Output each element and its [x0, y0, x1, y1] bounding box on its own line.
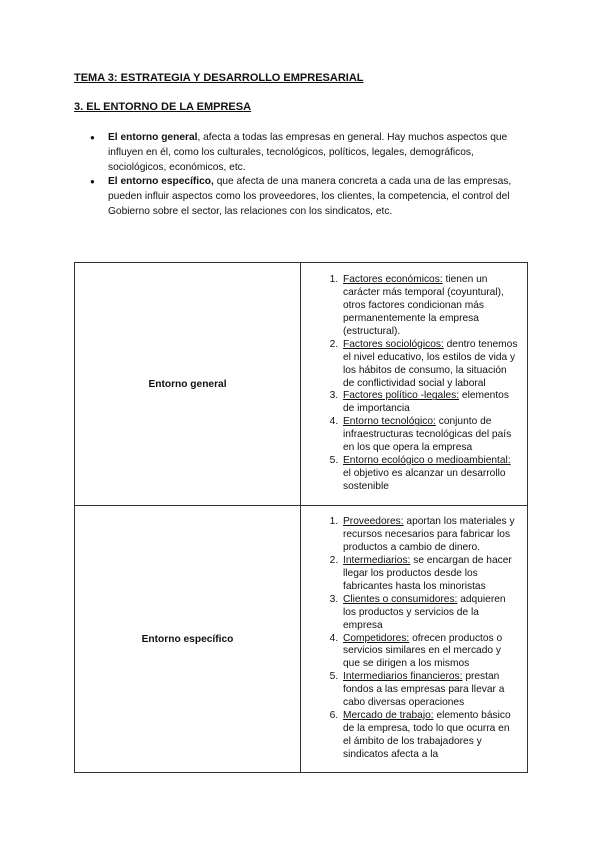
item-text: elementos de importancia	[343, 390, 509, 415]
item-text: elemento básico de la empresa, todo lo que ocurra en el ámbito de los trabajadores y sindicatos afecta a la	[343, 709, 511, 760]
item-term: Factores político -legales:	[343, 390, 460, 402]
item-term: Factores sociológicos:	[343, 338, 444, 350]
table-row	[75, 263, 528, 506]
item-term: Clientes o consumidores:	[343, 593, 458, 605]
factor-list	[301, 270, 527, 497]
list-item	[341, 455, 519, 494]
bullet-term: El entorno general	[108, 132, 198, 143]
item-term: Intermediarios financieros:	[343, 671, 463, 683]
factor-list	[301, 512, 527, 765]
list-item	[341, 274, 519, 339]
bullet-text: , afecta a todas las empresas en general. Hay muchos aspectos que influyen en él, como los culturales, tecnológicos, políticos, legales, demográficos, sociológicos, económicos, etc.	[108, 132, 508, 173]
document-title: TEMA 3: ESTRATEGIA Y DESARROLLO EMPRESARIAL	[74, 72, 364, 84]
item-text: el objetivo es alcanzar un desarrollo sostenible	[343, 467, 506, 492]
item-term: Entorno tecnológico:	[343, 416, 436, 428]
item-term: Factores económicos:	[343, 274, 443, 286]
item-term: Proveedores:	[343, 516, 404, 528]
row-label: Entorno general	[75, 263, 301, 506]
row-content	[301, 263, 528, 506]
item-text: adquieren los productos y servicios de la empresa	[343, 593, 506, 631]
item-text: ofrecen productos o servicios similares en el mercado y que se dirigen a los mismos	[343, 632, 503, 670]
item-text: conjunto de infraestructuras tecnológicas del país en los que opera la empresa	[343, 416, 512, 454]
item-text: tienen un carácter más temporal (coyuntural), otros factores condicionan más permanentemente la empresa (estructural).	[343, 274, 504, 337]
item-term: Entorno ecológico o medioambiental:	[343, 454, 511, 466]
row-label: Entorno específico	[75, 506, 301, 773]
item-term: Intermediarios:	[343, 555, 411, 567]
item-text: prestan fondos a las empresas para llevar a cabo diversas operaciones	[343, 671, 505, 709]
item-term: Mercado de trabajo:	[343, 709, 434, 721]
list-item	[341, 710, 519, 762]
list-item	[341, 555, 519, 594]
list-item	[341, 390, 519, 416]
bullet-text: que afecta de una manera concreta a cada una de las empresas, pueden influir aspectos como los proveedores, los clientes, la competencia, el control del Gobierno sobre el sector, las relaciones con los sindicatos, etc.	[108, 176, 512, 217]
table-row	[75, 506, 528, 773]
list-item	[341, 633, 519, 672]
list-item	[341, 416, 519, 455]
bullet-item	[90, 131, 530, 175]
bullet-item	[90, 175, 530, 219]
list-item	[341, 339, 519, 391]
item-text: aportan los materiales y recursos necesarios para fabricar los productos a cambio de dinero.	[343, 516, 515, 554]
item-text: dentro tenemos el nivel educativo, los estilos de vida y los hábitos de consumo, la situación de conflictividad social y laboral	[343, 338, 518, 389]
bullet-term: El entorno específico,	[108, 176, 214, 188]
list-item	[341, 671, 519, 710]
item-text: se encargan de hacer llegar los productos desde los fabricantes hasta los minoristas	[343, 555, 512, 592]
environment-table	[74, 262, 528, 773]
item-term: Competidores:	[343, 632, 410, 644]
list-item	[341, 516, 519, 555]
list-item	[341, 594, 519, 633]
section-heading: 3. EL ENTORNO DE LA EMPRESA	[74, 101, 252, 113]
row-content	[301, 506, 528, 773]
intro-bullet-list	[90, 131, 530, 220]
